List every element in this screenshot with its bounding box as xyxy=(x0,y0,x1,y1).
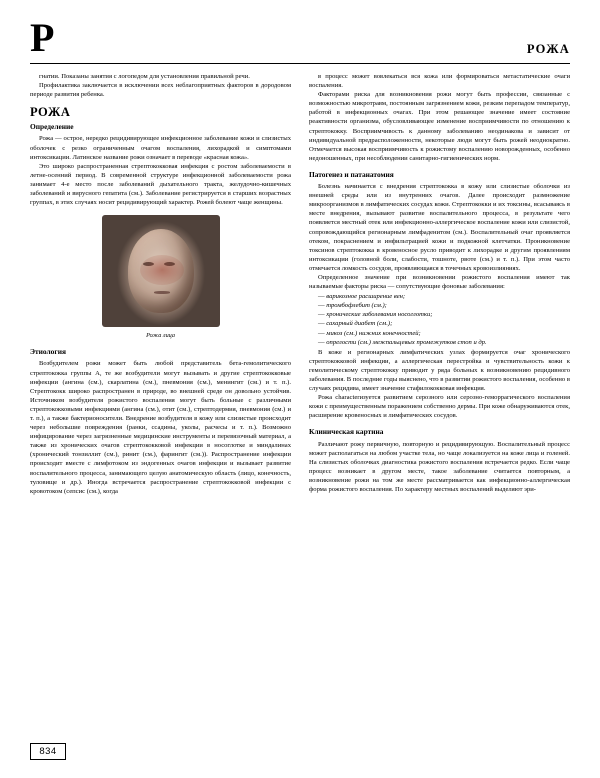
list-item: — варикозное расширение вен; xyxy=(318,293,406,301)
figure-caption: Рожа лица xyxy=(146,332,175,340)
paragraph: Болезнь начинается с внедрения стрептококка в кожу или слизистые оболочки из внешней среды или из внутренних очагов. Далее происходит размножение микроорганизмов в лимфатических сосудах кожи. Стрептококки и их токсины, всасываясь в месте внедрения, вызывают развитие воспалительного процесса, в результате чего появляется местный отек или инфекционно-аллергическое воспаление кожи или слизистой, сопровождающийся регионарным лимфаденитом (см.). Воспалительный очаг проявляется отеком, покраснением и инфильтрацией кожи и подкожной клетчатки. Проникновение токсинов стрептококка в кровеносное русло приводит к лихорадке и другим проявлениям интоксикации (головной боли, слабости, тошноте, рвоте (см.) и т. п.). При этом часто отмечается ломкость сосудов, проявляющаяся в точечных кровоизлияниях. xyxy=(309,183,570,272)
paragraph: Различают рожу первичную, повторную и рецидивирующую. Воспалительный процесс может располагаться на любом участке тела, но чаще локализуется на коже лица и голеней. На слизистых оболочках диагностика рожистого воспаления встречается редко. Если чаще процесс возникает в другом месте, такое заболевание считается повторным, а возникновение рожи на том же месте рассматривается как инфекционно-аллергическая форма рожистого воспаления. По характеру местных воспалений выделяют эри- xyxy=(309,440,570,494)
paragraph: Факторами риска для возникновения рожи могут быть профессии, связанные с возможностью микротравм, постоянным загрязнением кожи, резким перепадом температур, работой в инфекционных очагах. При этом решающее значение имеет состояние реактивности организма, обусловливающее изменение восприимчивости по отношению к стрептококку. Восприимчивость к данному заболеванию неодинакова и зависит от индивидуальной предрасположенности, некоторые люди могут быть рожей неоднократно. Отмечается высокая восприимчивость к рожистому воспалению новорожденных, особенно недоношенных, при несоблюдении санитарно-гигиенических норм. xyxy=(309,91,570,162)
body-columns xyxy=(30,72,570,758)
subsection-title-clinical: Клиническая картина xyxy=(309,427,384,437)
article-title: РОЖА xyxy=(30,105,71,120)
list-item: — тромбофлебит (см.); xyxy=(318,302,387,310)
paragraph: Профилактика заключается в исключении всех неблагоприятных факторов в дородовом периоде развития ребенка. xyxy=(30,82,291,99)
paragraph: в процесс может вовлекаться вся кожа или формироваться метастатические очаги воспаления. xyxy=(309,73,570,90)
paragraph: Определенное значение при возникновении рожистого воспаления имеют так называемые факторы риска — сопутствующие фоновые заболевания: xyxy=(309,273,570,291)
subsection-title-definition: Определение xyxy=(30,122,74,132)
subsection-title-pathogenesis: Патогенез и патанатомия xyxy=(309,169,394,179)
right-column xyxy=(309,72,570,758)
photo-detail xyxy=(164,262,175,266)
paragraph: Это широко распространенная стрептококковая инфекция с ростом заболеваемости в летне-осенний период. В современной структуре инфекционной заболеваемости рожа занимает 4-е место после заболеваний дыхательного тракта, желудочно-кишечных заболеваний и вирусного гепатита (см.). Заболевание регистрируется в старших возрастных группах, в этих случаях носит рецидивирующий характер. Рожей болеют чаще женщины. xyxy=(30,162,291,207)
page-header xyxy=(30,15,570,64)
page-number: 834 xyxy=(30,743,66,760)
subsection-title-etiology: Этиология xyxy=(30,347,66,357)
list-item: — хронические заболевания носоглотки; xyxy=(318,311,433,319)
photo-detail xyxy=(143,262,154,266)
paragraph: Рожа — острое, нередко рецидивирующее инфекционное заболевание кожи и слизистых оболочек с резко ограниченным очагом воспаления, лихорадкой и симптомами интоксикации. Латинское название рожи означает в переводе «красная кожа». xyxy=(30,135,291,161)
section-letter: Р xyxy=(30,15,55,60)
paragraph: гнатии. Показаны занятия с логопедом для установления правильной речи. xyxy=(39,73,250,80)
running-head-title: РОЖА xyxy=(526,42,570,56)
risk-factor-list xyxy=(309,292,570,347)
list-item: — микоз (см.) нижних конечностей; xyxy=(318,329,421,337)
paragraph: Рожа characterизуется развитием серозного или серозно-геморрагического воспаления кожи с преимущественным поражением собственно дермы. При коже обнаруживаются отек, расширение кровеносных и лимфатических сосудов. xyxy=(309,394,570,420)
photo-detail xyxy=(154,291,170,294)
face-erysipelas-photo xyxy=(102,215,220,327)
paragraph: Возбудителем рожи может быть любой представитель бета-гемолитического стрептококка группы А, те же возбудители могут вызывать и другие стрептококковые инфекции (ангина (см.), скарлатина (см.), пневмония (см.), менингит (см.) и т. п.). Стрептококк широко распространен в природе, во внешней среде он довольно устойчив. Источником возбудителя рожистого воспаления могут быть больные с различными стрептококковыми инфекциями (ангина (см.), отит (см.), стрептодермия, пневмония (см.) и т. п.), а также бактерионосители. Внедрение возбудителя в кожу или слизистые происходит через небольшие повреждения (ранки, ссадины, уколы, расчесы и т. п.). Возможно инфицирование через загрязненные медицинские инструменты и перевязочный материал, а также из хронических очагов стрептококковой инфекции в носоглотке и миндалинах (хронический тонзиллит (см.), ринит (см.), фарингит (см.)). Распространение инфекции происходит вместе с лимфотоком из эндогенных очагов инфекции и вызывает развитие воспалительного процесса, занимающего целую анатомическую область (лицо, конечность, туловище и др.). Иногда встречается распространение стрептококковой инфекции с кровотоком (сепсис (см.), когда xyxy=(30,360,291,495)
figure xyxy=(30,215,291,340)
list-item: — сахарный диабет (см.); xyxy=(318,320,393,328)
left-column xyxy=(30,72,291,758)
paragraph: В коже и регионарных лимфатических узлах формируется очаг хронического стрептококковой инфекции, а аллергическая перестройка и чувствительность кожи к гемолитическому стрептококку приводит у ряда больных к возникновению рецидивного заболевания. В последние годы выяснено, что в развитии рожистого воспаления, особенно в случаях рецидива, имеет значение стафилококковая инфекция. xyxy=(309,348,570,393)
list-item: — опрелости (см.) межпальцевых промежутков стоп и др. xyxy=(318,338,487,346)
